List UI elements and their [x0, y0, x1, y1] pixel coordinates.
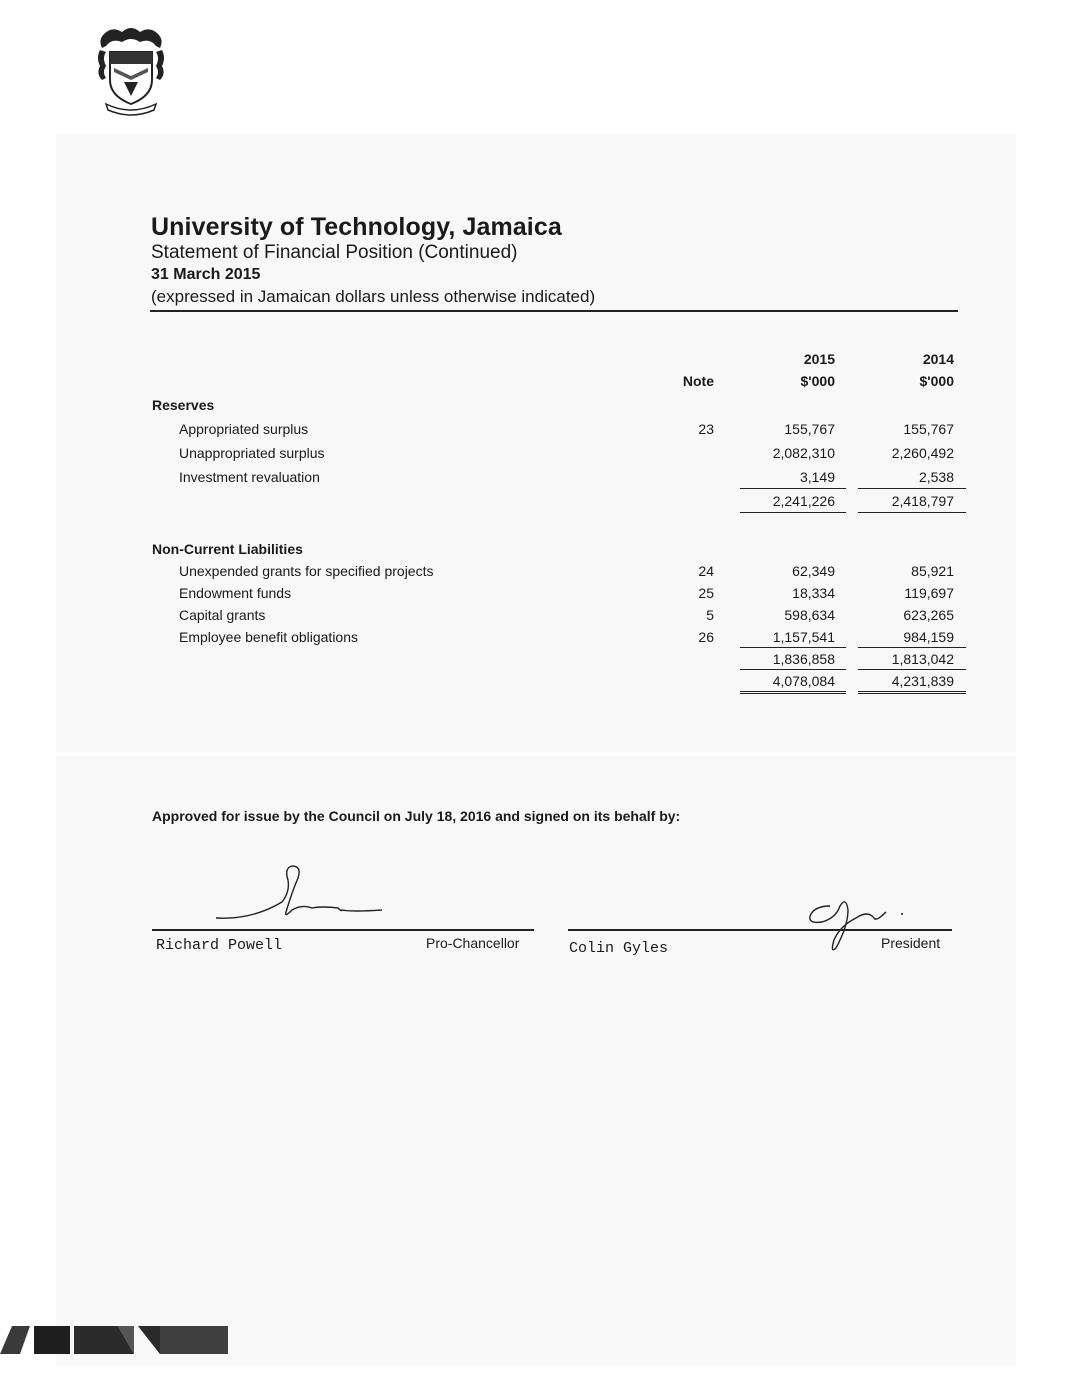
section-heading-reserves [0, 395, 1071, 415]
row-label: Unappropriated surplus [179, 445, 325, 461]
row-label: Endowment funds [179, 585, 292, 601]
panel-divider [56, 752, 1016, 756]
row-value-2015: 2,082,310 [772, 445, 835, 461]
row-note: 5 [706, 607, 714, 623]
row-label: Appropriated surplus [179, 421, 309, 437]
row-value-2015: 3,149 [799, 469, 835, 485]
grand-total-2015: 4,078,084 [772, 673, 835, 689]
double-total-rule [740, 691, 846, 694]
column-unit-row [0, 371, 1071, 391]
row-value-2015: 62,349 [792, 563, 835, 579]
approval-statement: Approved for issue by the Council on July 18, 2016 and signed on its behalf by: [152, 808, 681, 824]
table-row [0, 627, 1071, 647]
grand-total-row [0, 671, 1071, 691]
university-crest-logo [94, 24, 168, 116]
section-heading-label: Reserves [152, 397, 215, 413]
total-rule [858, 512, 966, 513]
total-rule [740, 512, 846, 513]
row-value-2015: 598,634 [784, 607, 835, 623]
total-rule [858, 488, 966, 489]
table-row [0, 561, 1071, 581]
row-label: Employee benefit obligations [179, 629, 359, 645]
column-unit-2015: $'000 [800, 373, 835, 389]
grand-total-2014: 4,231,839 [891, 673, 954, 689]
row-label: Investment revaluation [179, 469, 320, 485]
row-note: 23 [698, 421, 714, 437]
column-year-row [0, 349, 1071, 369]
row-note: 26 [698, 629, 714, 645]
liabilities-subtotal-row [0, 649, 1071, 669]
column-year-2014: 2014 [922, 351, 954, 367]
currency-note: (expressed in Jamaican dollars unless otherwise indicated) [151, 287, 596, 306]
row-value-2015: 1,157,541 [772, 629, 835, 645]
total-value-2015: 2,241,226 [772, 493, 835, 509]
signatory-name: Richard Powell [156, 937, 283, 954]
row-label: Capital grants [179, 607, 266, 623]
page-panel [56, 134, 1016, 1366]
row-value-2014: 119,697 [904, 585, 954, 601]
header-rule [150, 310, 958, 312]
row-value-2014: 155,767 [903, 421, 954, 437]
table-row [0, 467, 1071, 487]
footer-decorative-bar [0, 1326, 228, 1354]
double-total-rule [858, 691, 966, 694]
column-note-header: Note [682, 373, 714, 389]
row-label: Unexpended grants for specified projects [179, 563, 434, 579]
total-rule [740, 647, 846, 648]
row-value-2014: 984,159 [903, 629, 954, 645]
signatory-name: Colin Gyles [569, 940, 669, 957]
row-value-2014: 2,260,492 [891, 445, 954, 461]
row-value-2015: 18,334 [792, 585, 835, 601]
signature-richard-powell [212, 862, 392, 924]
row-note: 24 [698, 563, 714, 579]
row-value-2014: 623,265 [903, 607, 954, 623]
total-rule [740, 669, 846, 670]
subtotal-value-2015: 1,836,858 [772, 651, 835, 667]
column-unit-2014: $'000 [919, 373, 954, 389]
signatory-role: Pro-Chancellor [426, 935, 520, 951]
section-heading-label: Non-Current Liabilities [152, 541, 303, 557]
column-year-2015: 2015 [803, 351, 835, 367]
table-row [0, 443, 1071, 463]
table-row [0, 605, 1071, 625]
signature-line [568, 929, 952, 931]
subtotal-value-2014: 1,813,042 [891, 651, 954, 667]
total-rule [740, 488, 846, 489]
signature-line [152, 929, 534, 931]
total-value-2014: 2,418,797 [891, 493, 954, 509]
signatory-role: President [881, 935, 941, 951]
table-row [0, 583, 1071, 603]
statement-header [151, 212, 961, 308]
row-value-2015: 155,767 [784, 421, 835, 437]
row-note: 25 [698, 585, 714, 601]
section-heading-liabilities [0, 539, 1071, 559]
total-rule [858, 669, 966, 670]
row-value-2014: 85,921 [911, 563, 954, 579]
institution-title: University of Technology, Jamaica [151, 213, 562, 241]
reserves-total-row [0, 491, 1071, 511]
row-value-2014: 2,538 [918, 469, 954, 485]
table-row [0, 419, 1071, 439]
total-rule [858, 647, 966, 648]
statement-title: Statement of Financial Position (Continued) [151, 242, 518, 263]
statement-date: 31 March 2015 [151, 266, 261, 283]
